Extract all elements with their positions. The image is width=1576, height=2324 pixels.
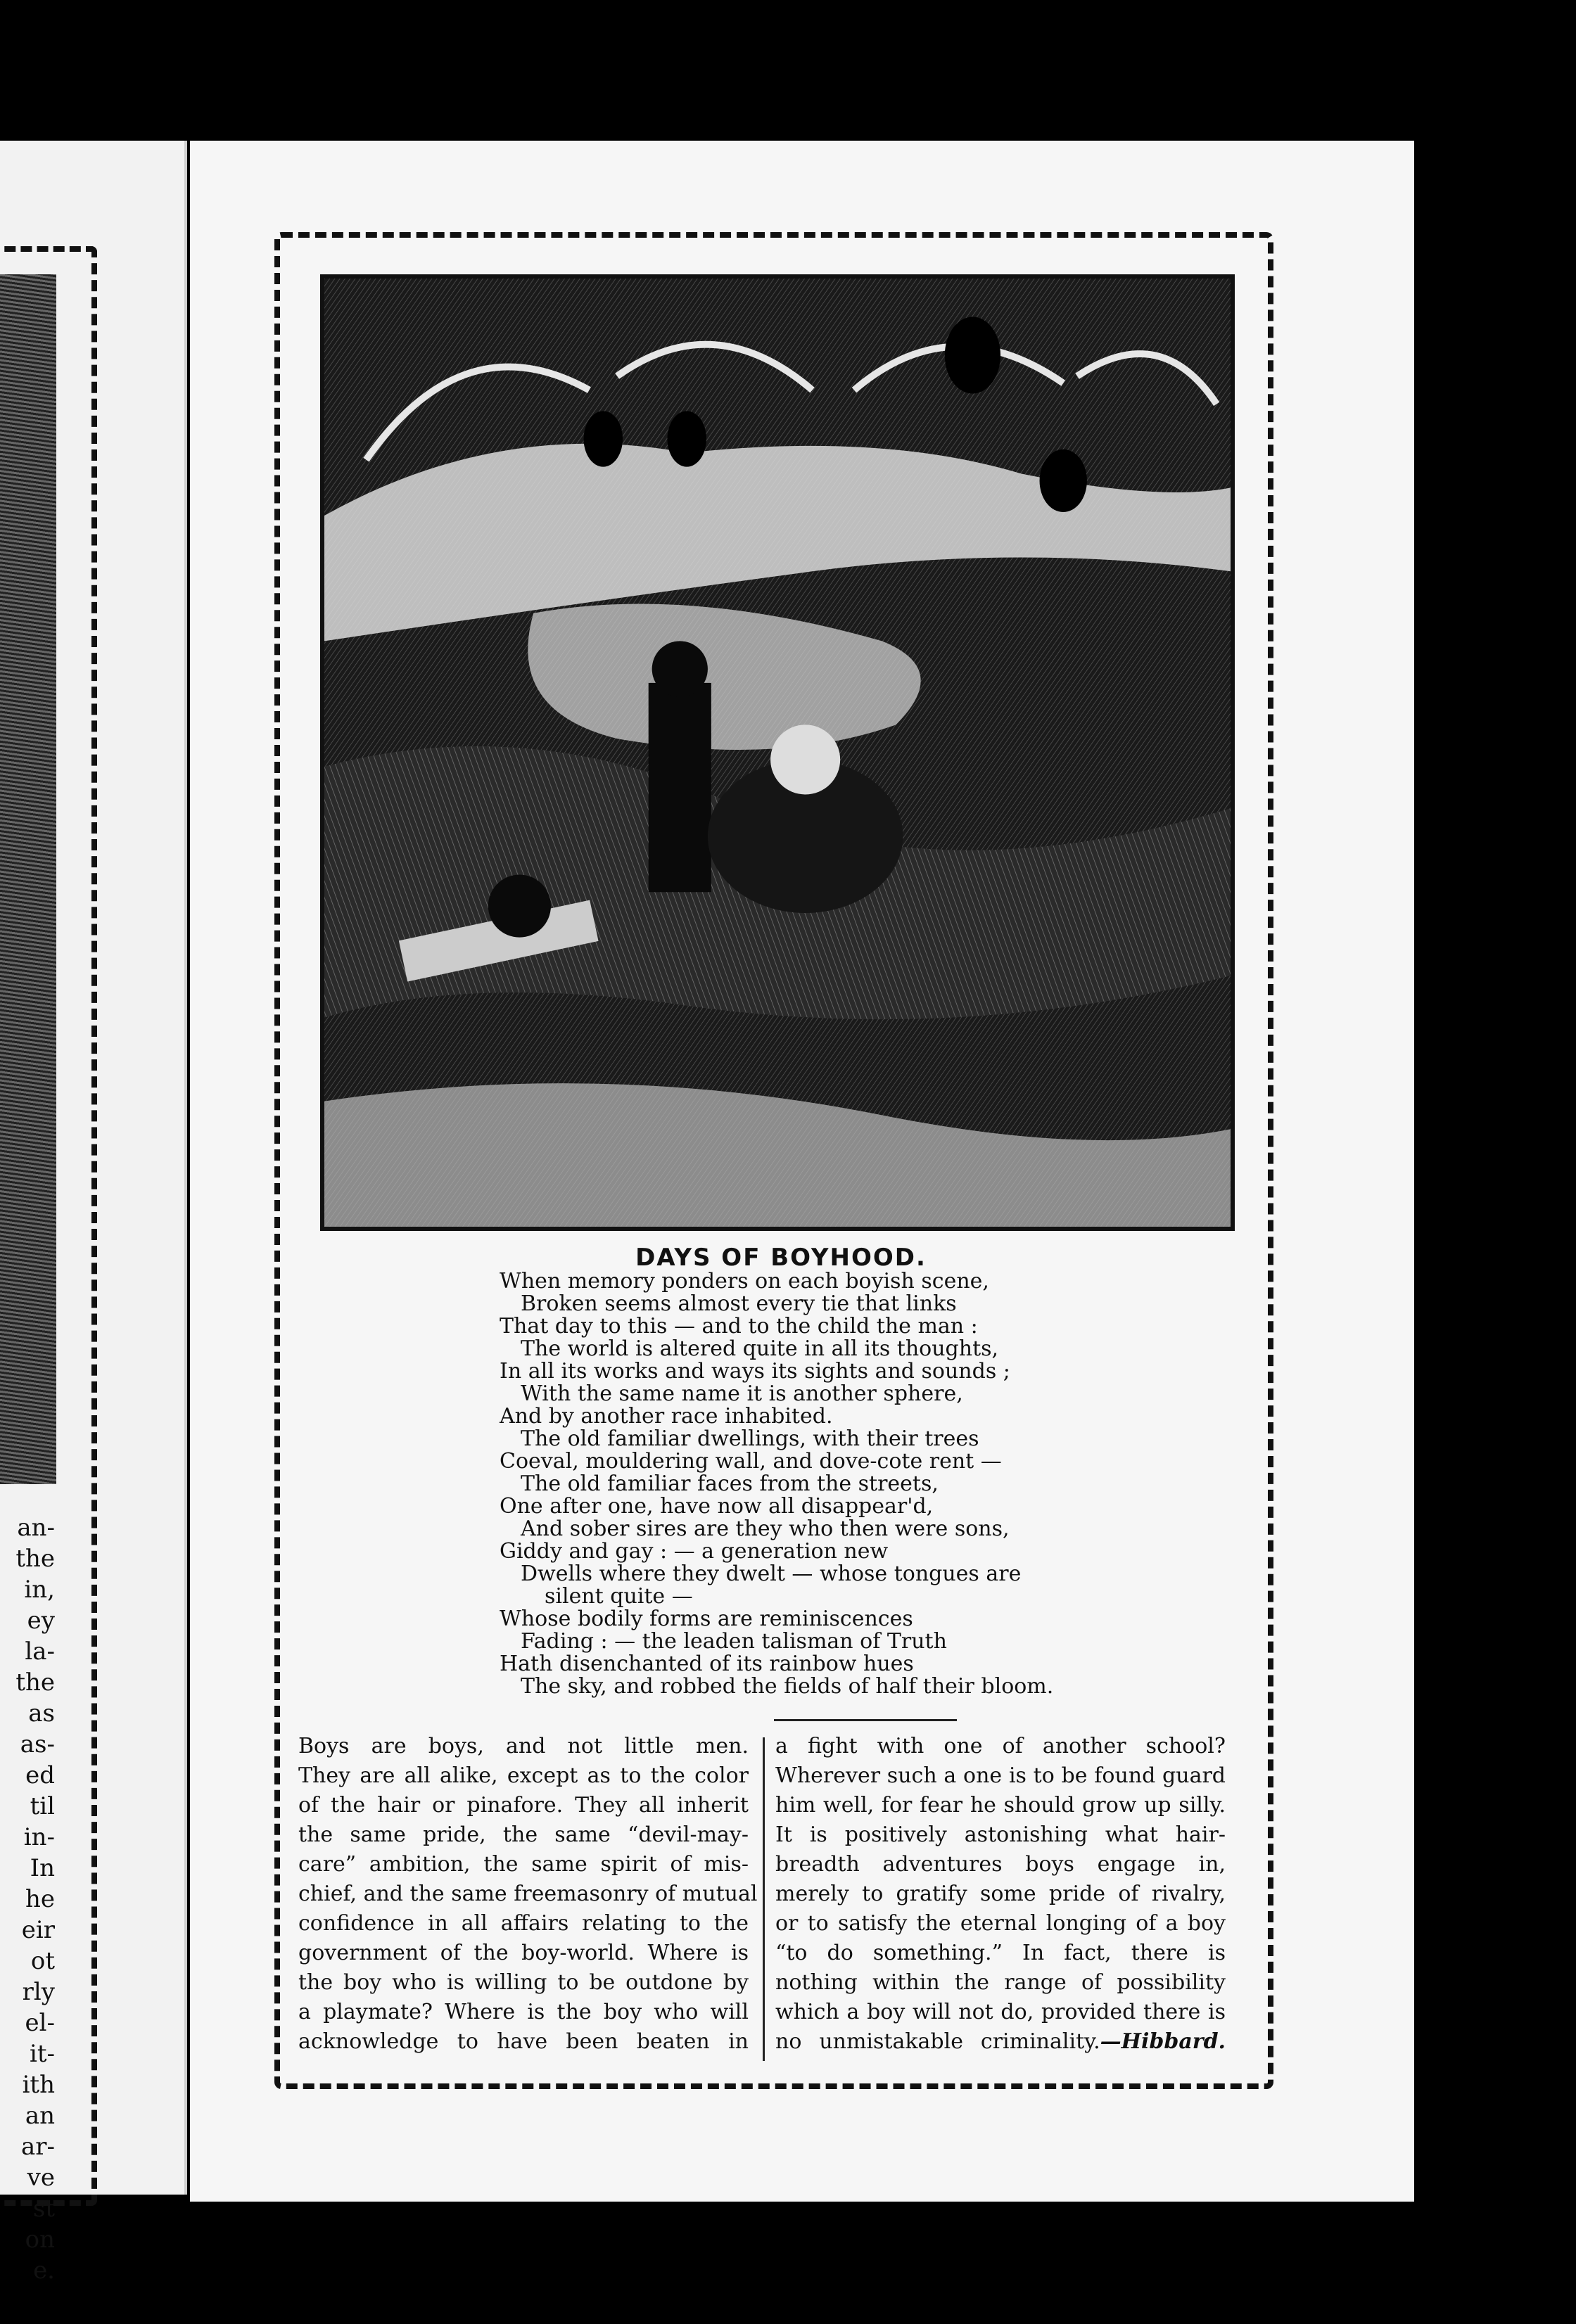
left-fragment-line: la-: [25, 1637, 55, 1666]
poem-line: Whose bodily forms are reminiscences: [500, 1607, 913, 1631]
left-fragment-line: til: [30, 1792, 55, 1820]
prose-line: or to satisfy the eternal longing of a boy: [775, 1911, 1226, 1936]
left-fragment-line: In: [30, 1854, 55, 1882]
winter-boys-sledding-engraving-icon: [324, 279, 1231, 1227]
poem-line: Fading : — the leaden talisman of Truth: [521, 1629, 947, 1654]
poem-line: Broken seems almost every tie that links: [521, 1291, 957, 1316]
poem-line: The old familiar faces from the streets,: [521, 1471, 939, 1496]
left-fragment-line: it-: [29, 2040, 55, 2068]
prose-line: the boy who is willing to be outdone by: [298, 1970, 749, 1995]
left-fragment-line: st: [32, 2195, 55, 2223]
left-fragment-line: ar-: [20, 2133, 55, 2161]
poem-line: In all its works and ways its sights and sounds ;: [500, 1359, 1010, 1384]
prose-column-right: [775, 1732, 1226, 2057]
poem-line: Giddy and gay : — a generation new: [500, 1539, 889, 1564]
left-fragment-line: the: [15, 1668, 55, 1697]
author-attribution: —Hibbard.: [1100, 2029, 1226, 2054]
poem-body: [500, 1270, 1119, 1698]
poem-line: Coeval, mouldering wall, and dove-cote rent —: [500, 1449, 1002, 1474]
prose-line: Wherever such a one is to be found guard: [775, 1763, 1226, 1788]
prose-line: chief, and the same freemasonry of mutual: [298, 1882, 758, 1906]
prose-line: nothing within the range of possibility: [775, 1970, 1226, 1995]
prose-line: of the hair or pinafore. They all inherit: [298, 1793, 749, 1818]
prose-line: which a boy will not do, provided there is: [775, 2000, 1226, 2024]
left-fragment-line: on: [25, 2226, 55, 2254]
left-fragment-line: e.: [33, 2256, 55, 2285]
poem-line: Hath disenchanted of its rainbow hues: [500, 1652, 914, 1676]
left-fragment-line: in,: [24, 1576, 55, 1604]
winter-scene-illustration: [320, 274, 1235, 1231]
left-fragment-line: ed: [25, 1761, 55, 1789]
poem-line: The sky, and robbed the fields of half their bloom.: [521, 1674, 1054, 1699]
prose-line: confidence in all affairs relating to the: [298, 1911, 749, 1936]
prose-last-line: [775, 2027, 1226, 2057]
poem-line: That day to this — and to the child the man :: [500, 1314, 978, 1339]
poem-line: The world is altered quite in all its thoughts,: [521, 1336, 999, 1361]
left-fragment-line: an: [25, 2102, 55, 2130]
left-fragment-line: as-: [20, 1730, 55, 1758]
left-fragment-line: rly: [22, 1978, 55, 2006]
prose-line: a fight with one of another school?: [775, 1734, 1226, 1758]
prose-line: breadth adventures boys engage in,: [775, 1852, 1226, 1877]
poem-line: Dwells where they dwelt — whose tongues are: [521, 1562, 1022, 1586]
left-fragment-line: in-: [23, 1823, 55, 1851]
prose-line: They are all alike, except as to the color: [298, 1763, 749, 1788]
left-fragment-line: as: [28, 1699, 55, 1728]
left-page-text-fragments: [0, 1512, 55, 2286]
left-fragment-line: ot: [30, 1947, 55, 1975]
poem-line: The old familiar dwellings, with their trees: [521, 1426, 979, 1451]
prose-line: merely to gratify some pride of rivalry,: [775, 1882, 1226, 1906]
prose-column-left: [298, 1732, 758, 2057]
prose-line: government of the boy-world. Where is: [298, 1941, 749, 1965]
poem-line: silent quite —: [545, 1584, 693, 1609]
left-fragment-line: ith: [22, 2071, 55, 2099]
poem-line: With the same name it is another sphere,: [521, 1381, 963, 1406]
prose-line: Boys are boys, and not little men.: [298, 1734, 749, 1758]
left-fragment-line: ve: [27, 2164, 55, 2192]
prose-line: him well, for fear he should grow up silly.: [775, 1793, 1226, 1818]
poem-line: When memory ponders on each boyish scene,: [500, 1269, 989, 1294]
section-divider: [774, 1719, 957, 1721]
prose-last-line-text: no unmistakable criminality.: [775, 2029, 1100, 2054]
poem-line: And sober sires are they who then were sons,: [521, 1517, 1010, 1541]
prose-line: “to do something.” In fact, there is: [775, 1941, 1226, 1965]
prose-line: a playmate? Where is the boy who will: [298, 2000, 749, 2024]
left-fragment-line: el-: [25, 2009, 55, 2037]
prose-line: the same pride, the same “devil-may-: [298, 1822, 749, 1847]
left-fragment-line: eir: [21, 1916, 55, 1944]
prose-line: It is positively astonishing what hair-: [775, 1822, 1226, 1847]
left-fragment-line: an-: [17, 1514, 55, 1542]
poem-line: And by another race inhabited.: [500, 1404, 833, 1429]
left-page-engraving: [0, 274, 56, 1484]
left-fragment-line: ey: [27, 1607, 55, 1635]
left-fragment-line: the: [15, 1545, 55, 1573]
column-divider: [763, 1737, 765, 2061]
poem-line: One after one, have now all disappear'd,: [500, 1494, 934, 1519]
prose-line: care” ambition, the same spirit of mis-: [298, 1852, 749, 1877]
left-facing-page: [0, 141, 187, 2285]
left-fragment-line: he: [25, 1885, 55, 1913]
poem-title: DAYS OF BOYHOOD.: [635, 1244, 927, 1272]
prose-line: acknowledge to have been beaten in: [298, 2029, 749, 2054]
